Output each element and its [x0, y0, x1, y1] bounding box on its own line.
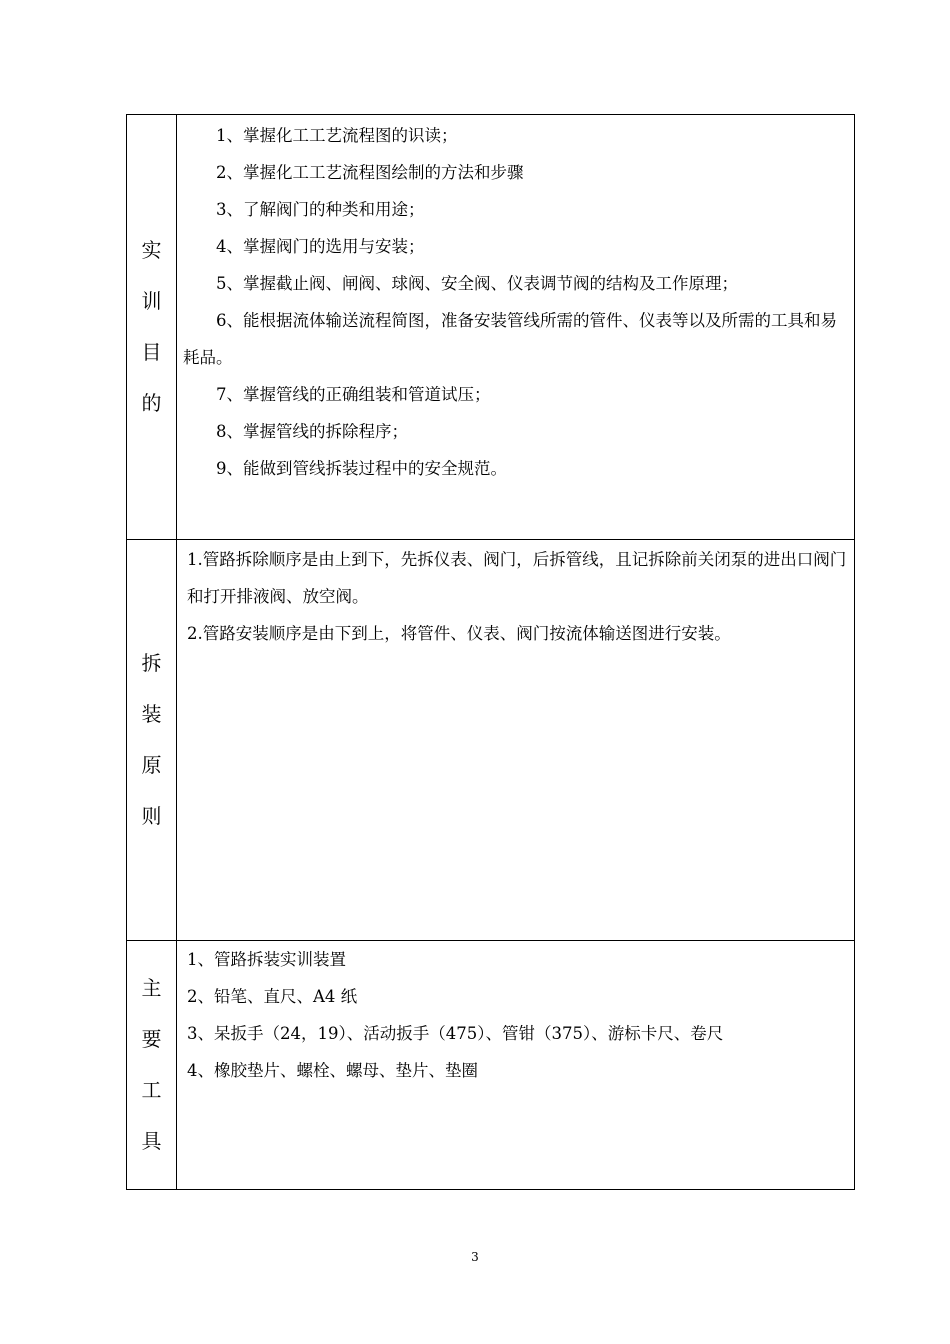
section-disassembly-principles [127, 540, 855, 941]
section-main-tools [127, 941, 855, 1190]
objective-line: 1、掌握化工工艺流程图的识读； [216, 126, 458, 145]
section-label-char: 的 [141, 391, 162, 415]
section-content-cell [177, 115, 855, 540]
section-label-char: 实 [141, 238, 162, 262]
section-label-char: 训 [141, 289, 162, 313]
principle-line: 2.管路安装顺序是由下到上，将管件、仪表、阀门按流体输送图进行安装。 [187, 624, 731, 643]
section-label-cell [127, 540, 177, 941]
section-label-char: 原 [141, 753, 162, 777]
section-label-char: 主 [141, 976, 162, 1000]
section-label-char: 目 [141, 340, 162, 364]
section-training-objectives [127, 115, 855, 540]
section-label-char: 具 [141, 1129, 162, 1153]
section-label-char: 拆 [141, 651, 162, 675]
objective-line: 2、掌握化工工艺流程图绘制的方法和步骤 [216, 163, 524, 182]
tool-line: 1、管路拆装实训装置 [187, 950, 346, 969]
objective-line: 6、能根据流体输送流程简图，准备安装管线所需的管件、仪表等以及所需的工具和易耗品。 [183, 311, 837, 367]
section-label-char: 装 [141, 702, 162, 726]
principle-line: 1.管路拆除顺序是由上到下，先拆仪表、阀门，后拆管线，且记拆除前关闭泵的进出口阀门和打开排液阀、放空阀。 [187, 550, 847, 606]
info-table [126, 114, 855, 1190]
objective-line: 8、掌握管线的拆除程序； [216, 422, 408, 441]
section-content-cell [177, 540, 855, 941]
tool-line: 2、铅笔、直尺、A4 纸 [187, 987, 358, 1006]
page-number: 3 [471, 1250, 479, 1264]
section-label-char: 要 [141, 1027, 162, 1051]
tool-line: 3、呆扳手（24，19）、活动扳手（475）、管钳（375）、游标卡尺、卷尺 [187, 1024, 724, 1043]
tool-line: 4、橡胶垫片、螺栓、螺母、垫片、垫圈 [187, 1061, 478, 1080]
section-label-char: 则 [141, 804, 162, 828]
objective-line: 5、掌握截止阀、闸阀、球阀、安全阀、仪表调节阀的结构及工作原理； [216, 274, 738, 293]
section-label-char: 工 [141, 1078, 162, 1102]
objective-line: 7、掌握管线的正确组装和管道试压； [216, 385, 491, 404]
section-label-cell [127, 115, 177, 540]
section-content-cell [177, 941, 855, 1190]
objective-line: 3、了解阀门的种类和用途； [216, 200, 425, 219]
objective-line: 9、能做到管线拆装过程中的安全规范。 [216, 459, 507, 478]
section-label-cell [127, 941, 177, 1190]
objective-line: 4、掌握阀门的选用与安装； [216, 237, 425, 256]
